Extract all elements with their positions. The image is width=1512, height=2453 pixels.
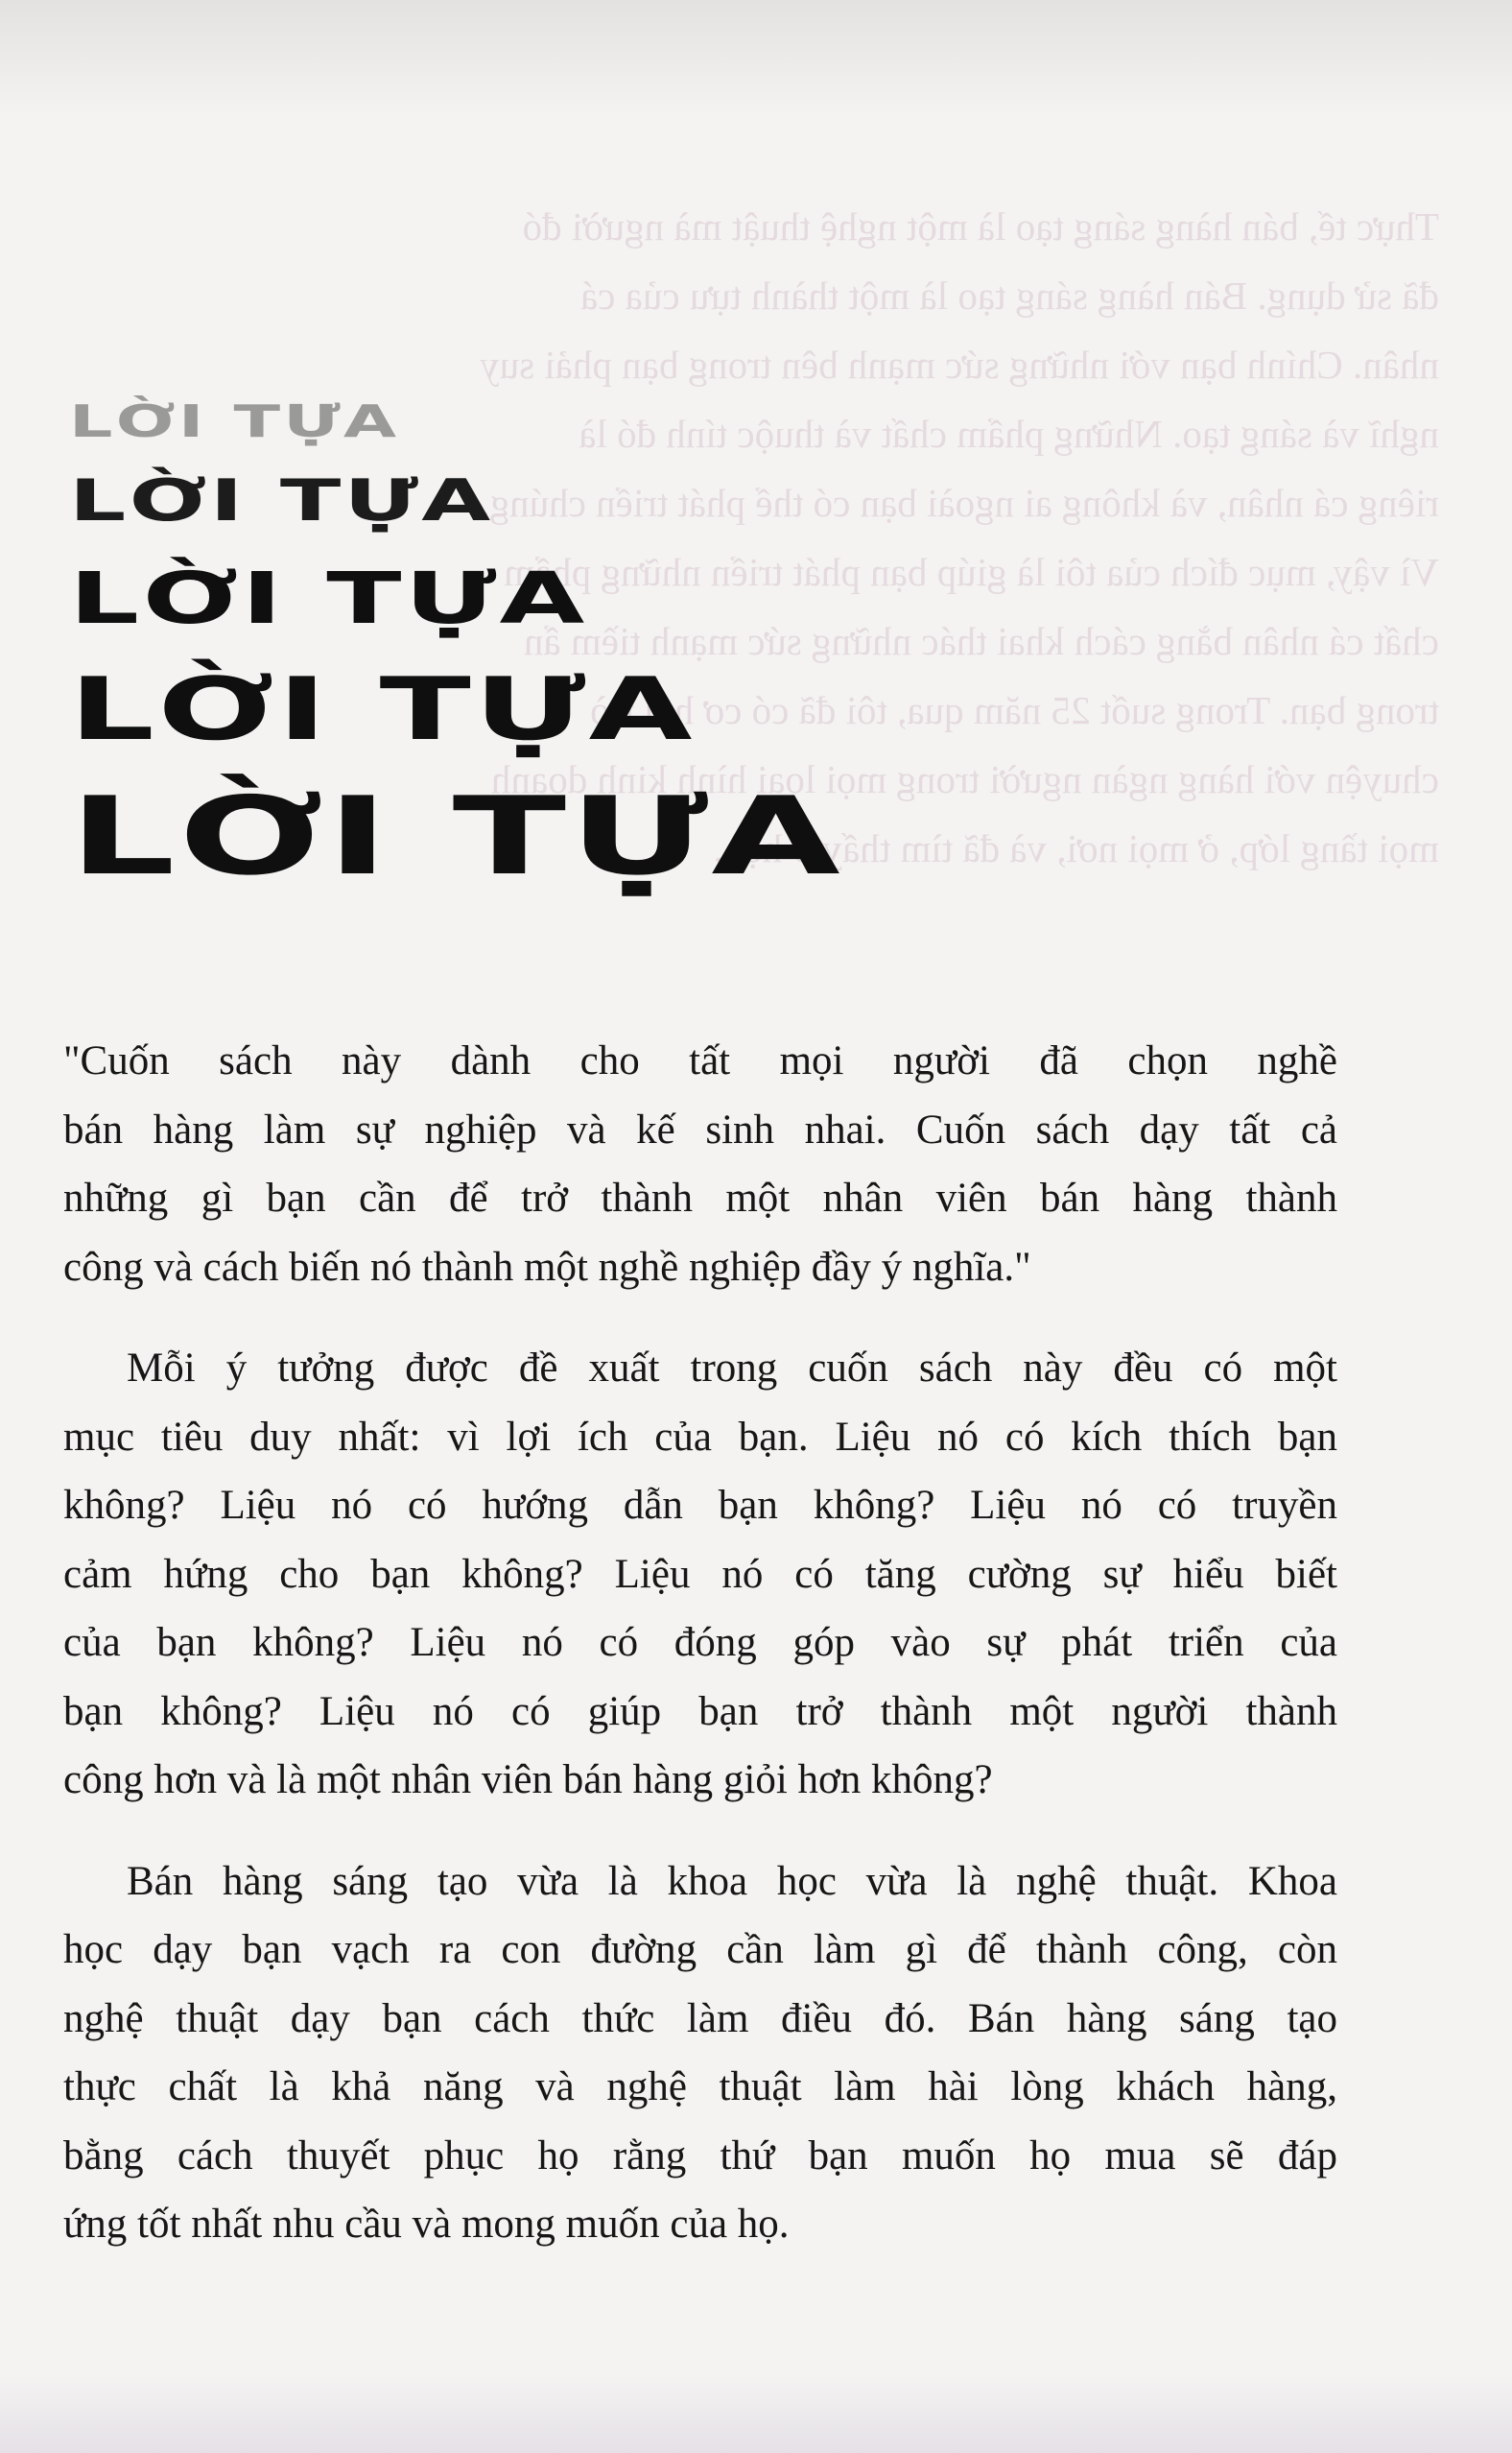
chapter-title-1: LỜI TỰA [69, 395, 400, 447]
text-line: Bán hàng sáng tạo vừa là khoa học vừa là nghệ thuật. Khoa [127, 1858, 1337, 1904]
text-line: công và cách biến nó thành một nghề nghiệp đầy ý nghĩa." [63, 1244, 1031, 1290]
page-top-shadow [0, 0, 1512, 115]
chapter-title-stack [69, 393, 843, 902]
paragraph-quote [63, 1027, 1337, 1301]
text-line: của bạn không? Liệu nó có đóng góp vào sự phát triển của [63, 1620, 1337, 1665]
text-line: công hơn và là một nhân viên bán hàng giỏi hơn không? [63, 1757, 993, 1802]
text-line: cảm hứng cho bạn không? Liệu nó có tăng cường sự hiểu biết [63, 1551, 1337, 1597]
text-line: học dạy bạn vạch ra con đường cần làm gì để thành công, còn [63, 1927, 1337, 1972]
chapter-title-2: LỜI TỰA [69, 467, 494, 535]
chapter-title-3: LỜI TỰA [69, 558, 588, 640]
text-line: bạn không? Liệu nó có giúp bạn trở thành một người thành [63, 1688, 1337, 1734]
text-line: mục tiêu duy nhất: vì lợi ích của bạn. Liệu nó có kích thích bạn [63, 1414, 1337, 1460]
paragraph-science-art [63, 1847, 1337, 2259]
bleed-through-text: Thực tế, bán hàng sáng tạo là một nghệ thuật mà người đó đã sử dụng. Bán hàng sáng tạo là một thành tựu của cá nhân. Chính bạn với những sức mạnh bên trong bạn phải suy nghĩ và sáng tạo. Những phẩm chất và thuộc tính đó là riêng cá nhân, và không ai ngoài bạn có thể phát triển chúng. Vì vậy, mục đích của tôi là giúp bạn phát triển những phẩm chất cá nhân bằng cách khai thác những sức mạnh tiềm ẩn trong bạn. Trong suốt 25 năm qua, tôi đã có cơ hội trò chuyện với hàng ngàn người trong mọi loại hình kinh doanh mọi tầng lớp, ở mọi nơi, và đã tìm thấy ở họ... [480, 204, 1439, 870]
chapter-title-4: LỜI TỰA [69, 659, 696, 760]
text-line: bằng cách thuyết phục họ rằng thứ bạn muốn họ mua sẽ đáp [63, 2132, 1337, 2179]
body-text [63, 1027, 1337, 2292]
text-line: thực chất là khả năng và nghệ thuật làm hài lòng khách hàng, [63, 2064, 1337, 2109]
text-line: Mỗi ý tưởng được đề xuất trong cuốn sách này đều có một [127, 1346, 1337, 1391]
text-line: "Cuốn sách này dành cho tất mọi người đã chọn nghề [63, 1038, 1337, 1084]
text-line: bán hàng làm sự nghiệp và kế sinh nhai. Cuốn sách dạy tất cả [63, 1107, 1337, 1153]
page-bottom-shadow [0, 2376, 1512, 2453]
chapter-title-5: LỜI TỰA [69, 774, 843, 899]
paragraph-purpose [63, 1334, 1337, 1815]
text-line: nghệ thuật dạy bạn cách thức làm điều đó. Bán hàng sáng tạo [63, 1995, 1337, 2041]
text-line: không? Liệu nó có hướng dẫn bạn không? Liệu nó có truyền [63, 1483, 1337, 1528]
text-line: những gì bạn cần để trở thành một nhân viên bán hàng thành [63, 1176, 1337, 1221]
text-line: ứng tốt nhất nhu cầu và mong muốn của họ. [63, 2202, 790, 2247]
